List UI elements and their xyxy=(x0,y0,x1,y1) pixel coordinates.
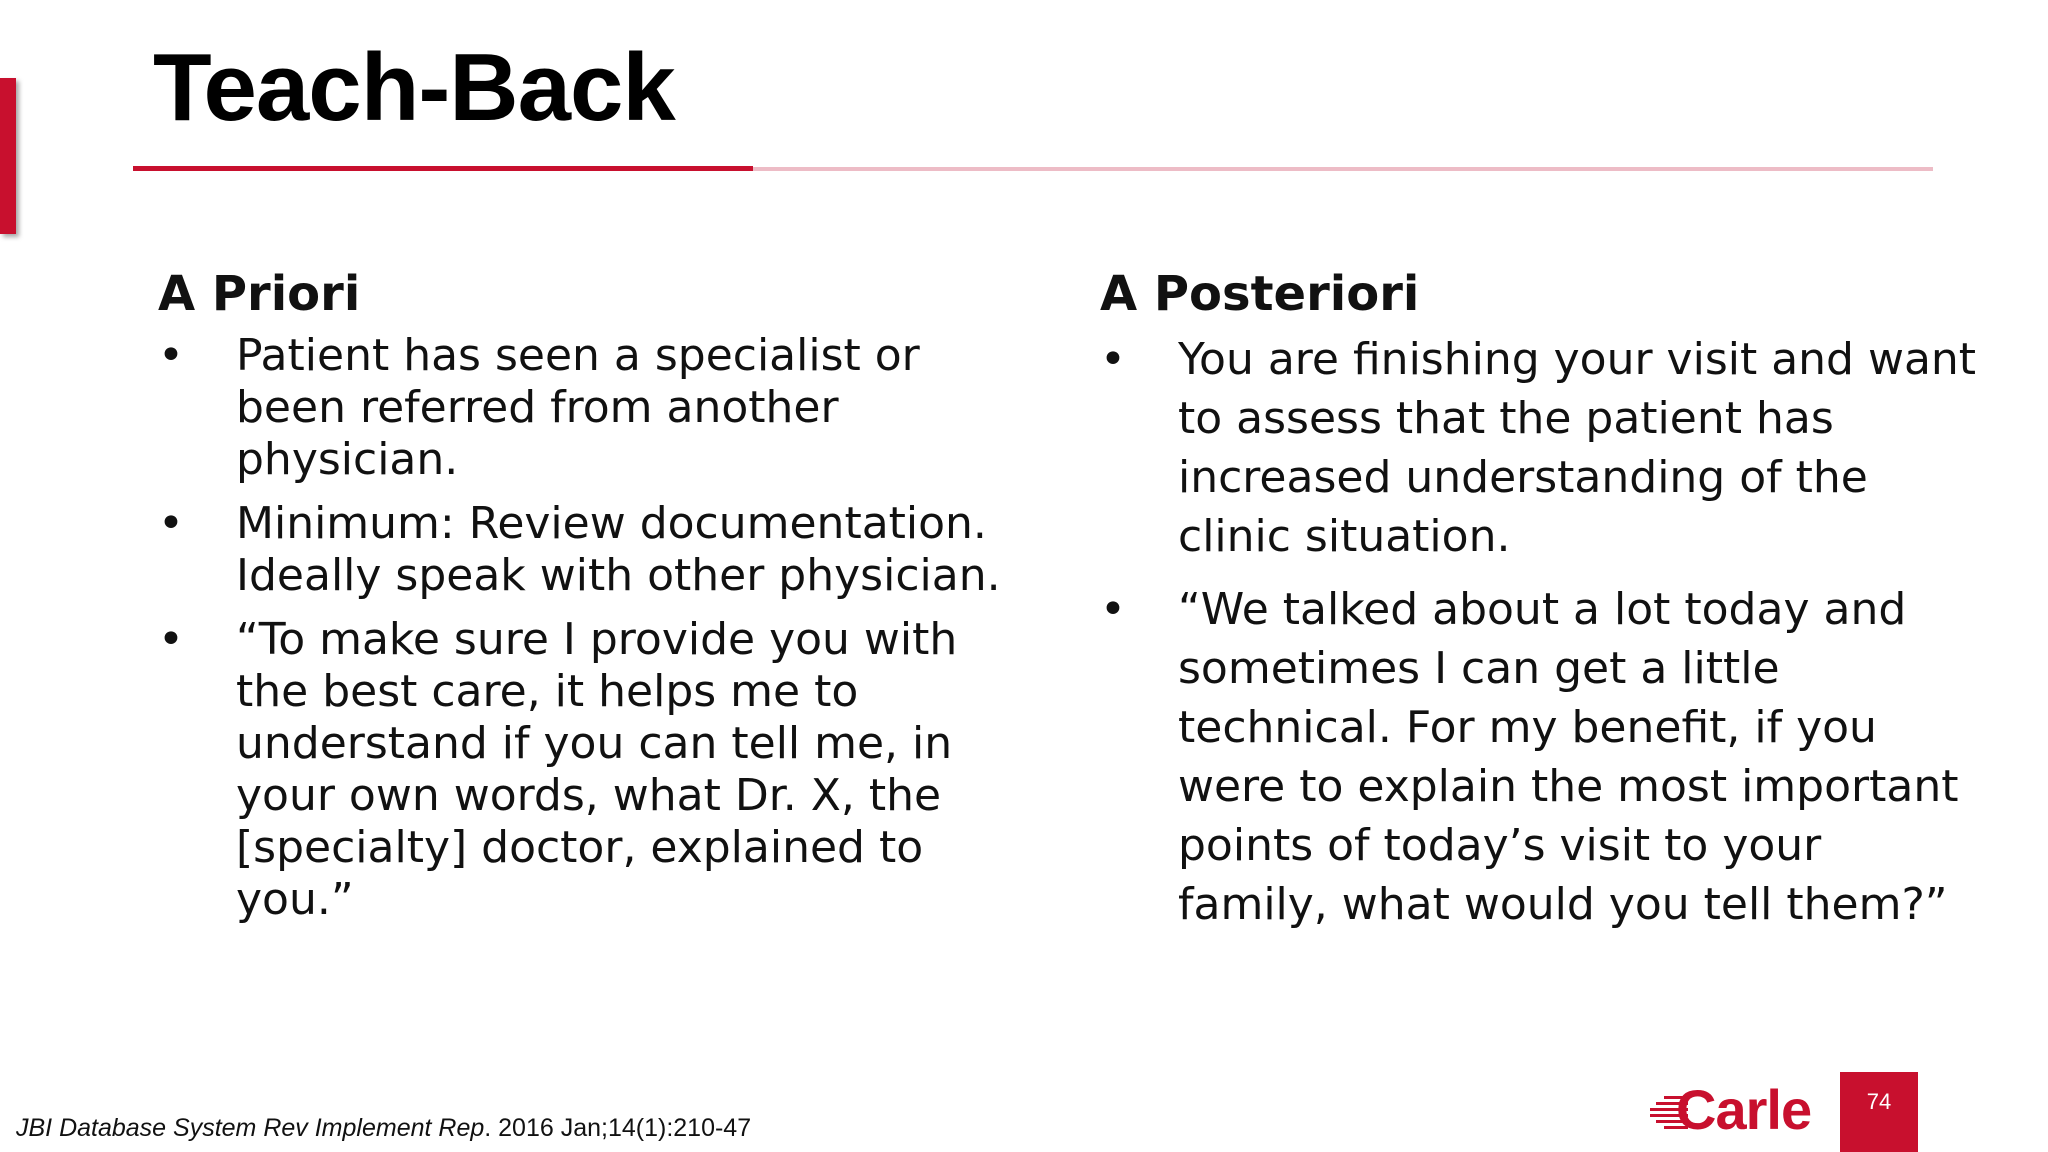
bullet-icon: • xyxy=(158,614,184,665)
side-accent-bar xyxy=(0,78,16,234)
title-underline-strong xyxy=(133,166,753,171)
citation xyxy=(16,1112,751,1144)
left-bullet-3-text: “To make sure I provide you with the best care, it helps me to understand if you can tell me, in your own words, what Dr. X, the [specialty] doctor, explained to you.” xyxy=(236,614,958,925)
logo-text: Carle xyxy=(1676,1078,1812,1141)
right-bullet-2-text: “We talked about a lot today and sometimes I can get a little technical. For my benefit, if you were to explain the most important points of today’s visit to your family, what would you tell them?” xyxy=(1178,584,1959,930)
slide-title: Teach-Back xyxy=(153,34,675,141)
left-bullet-3 xyxy=(158,614,1038,926)
citation-details: . 2016 Jan;14(1):210-47 xyxy=(484,1114,752,1142)
right-column-heading: A Posteriori xyxy=(1100,266,1420,322)
bullet-icon: • xyxy=(158,498,184,549)
left-bullet-1 xyxy=(158,330,1038,486)
right-bullet-list xyxy=(1100,330,1980,934)
page-number: 74 xyxy=(1866,1089,1892,1114)
left-bullet-2-text: Minimum: Review documentation. Ideally speak with other physician. xyxy=(236,498,1001,601)
bullet-icon: • xyxy=(1100,584,1126,635)
right-bullet-1 xyxy=(1100,330,1980,566)
left-bullet-1-text: Patient has seen a specialist or been referred from another physician. xyxy=(236,330,920,485)
carle-logo xyxy=(1650,1080,1825,1140)
left-bullet-2 xyxy=(158,498,1038,602)
right-bullet-2 xyxy=(1100,580,1980,934)
bullet-icon: • xyxy=(1100,334,1126,385)
bullet-icon: • xyxy=(158,330,184,381)
title-underline-light xyxy=(753,167,1933,171)
left-bullet-list xyxy=(158,330,1038,926)
page-number-box xyxy=(1840,1072,1918,1152)
citation-journal: JBI Database System Rev Implement Rep xyxy=(16,1114,485,1142)
left-column-heading: A Priori xyxy=(158,266,361,322)
right-column xyxy=(1100,262,1980,948)
right-bullet-1-text: You are finishing your visit and want to assess that the patient has increased understanding of the clinic situation. xyxy=(1178,334,1977,562)
left-column xyxy=(158,262,1038,938)
